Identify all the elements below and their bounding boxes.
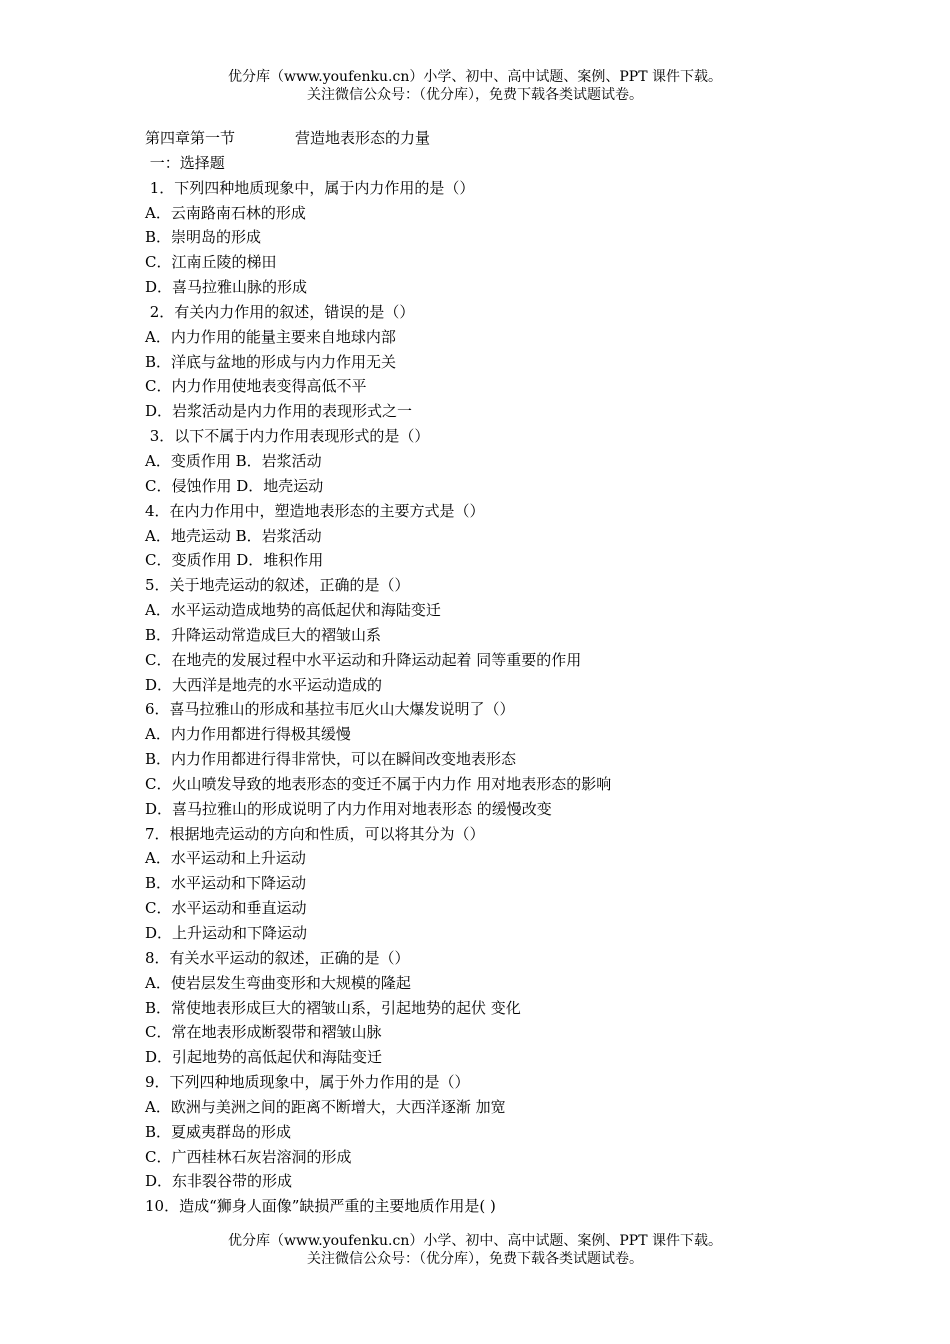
text-line: A．内力作用的能量主要来自地球内部: [145, 327, 396, 346]
text-line: A．水平运动和上升运动: [145, 849, 306, 868]
text-line: D．喜马拉雅山的形成说明了内力作用对地表形态 的缓慢改变: [145, 799, 552, 818]
text-line: 一：选择题: [145, 153, 225, 172]
text-line: A．欧洲与美洲之间的距离不断增大，大西洋逐渐 加宽: [145, 1097, 506, 1116]
text-line: B．洋底与盆地的形成与内力作用无关: [145, 352, 397, 371]
text-line: D．大西洋是地壳的水平运动造成的: [145, 675, 383, 694]
text-line: C．变质作用 D．堆积作用: [145, 551, 324, 570]
text-line: D．上升运动和下降运动: [145, 924, 308, 942]
text-line: 3．以下不属于内力作用表现形式的是（）: [145, 427, 430, 446]
text-line: C．广西桂林石灰岩溶洞的形成: [145, 1147, 352, 1166]
text-line: D．喜马拉雅山脉的形成: [145, 278, 308, 297]
text-line: C．内力作用使地表变得高低不平: [145, 377, 367, 396]
text-line: 6．喜马拉雅山的形成和基拉韦厄火山大爆发说明了（）: [145, 700, 515, 719]
text-line: A．水平运动造成地势的高低起伏和海陆变迁: [145, 601, 441, 620]
text-line: D．岩浆活动是内力作用的表现形式之一: [145, 402, 413, 421]
text-line: B．水平运动和下降运动: [145, 874, 307, 893]
text-line: A．变质作用 B．岩浆活动: [145, 451, 322, 470]
header-line-2: 关注微信公众号：（优分库），免费下载各类试题试卷。: [307, 87, 643, 103]
text-line: 1．下列四种地质现象中，属于内力作用的是（）: [145, 178, 475, 197]
footer-line-1: 优分库（www.youfenku.cn）小学、初中、高中试题、案例、PPT 课件下载。: [227, 1233, 722, 1249]
text-line: D．东非裂谷带的形成: [145, 1172, 293, 1191]
text-line: 10．造成“狮身人面像”缺损严重的主要地质作用是( ): [145, 1197, 496, 1216]
text-line: C．侵蚀作用 D．地壳运动: [145, 476, 324, 495]
text-line: B．常使地表形成巨大的褶皱山系，引起地势的起伏 变化: [145, 998, 521, 1017]
text-line: C．火山喷发导致的地表形态的变迁不属于内力作 用对地表形态的影响: [145, 774, 612, 793]
text-line: A．地壳运动 B．岩浆活动: [145, 526, 322, 545]
text-line: 2．有关内力作用的叙述，错误的是（）: [145, 302, 415, 321]
topic-label: 营造地表形态的力量: [295, 129, 431, 147]
text-line: B．崇明岛的形成: [145, 228, 262, 247]
page-header: [0, 68, 950, 104]
text-line: A．内力作用都进行得极其缓慢: [145, 725, 351, 744]
text-line: C．在地壳的发展过程中水平运动和升降运动起着 同等重要的作用: [145, 650, 582, 669]
footer-line-2: 关注微信公众号：（优分库），免费下载各类试题试卷。: [307, 1251, 643, 1267]
text-line: C．常在地表形成断裂带和褶皱山脉: [145, 1023, 382, 1042]
page-footer: [0, 1232, 950, 1268]
text-line: 9．下列四种地质现象中，属于外力作用的是（）: [145, 1073, 470, 1092]
text-line: A．云南路南石林的形成: [145, 203, 306, 222]
text-line: B．内力作用都进行得非常快，可以在瞬间改变地表形态: [145, 750, 517, 769]
text-line: A．使岩层发生弯曲变形和大规模的隆起: [145, 973, 411, 992]
header-line-1: 优分库（www.youfenku.cn）小学、初中、高中试题、案例、PPT 课件下载。: [227, 69, 722, 85]
text-line: 8．有关水平运动的叙述，正确的是（）: [145, 948, 410, 967]
section-title: [145, 126, 845, 151]
text-line: C．水平运动和垂直运动: [145, 899, 307, 918]
text-line: D．引起地势的高低起伏和海陆变迁: [145, 1048, 383, 1067]
document-body: [145, 126, 845, 1219]
text-line: B．夏威夷群岛的形成: [145, 1122, 292, 1141]
question-list: [145, 151, 845, 1219]
text-line: 4．在内力作用中，塑造地表形态的主要方式是（）: [145, 501, 485, 520]
text-line: B．升降运动常造成巨大的褶皱山系: [145, 625, 382, 644]
text-line: 5．关于地壳运动的叙述，正确的是（）: [145, 576, 410, 595]
text-line: C．江南丘陵的梯田: [145, 253, 277, 272]
chapter-label: 第四章第一节: [145, 129, 236, 147]
text-line: 7．根据地壳运动的方向和性质，可以将其分为（）: [145, 824, 485, 843]
